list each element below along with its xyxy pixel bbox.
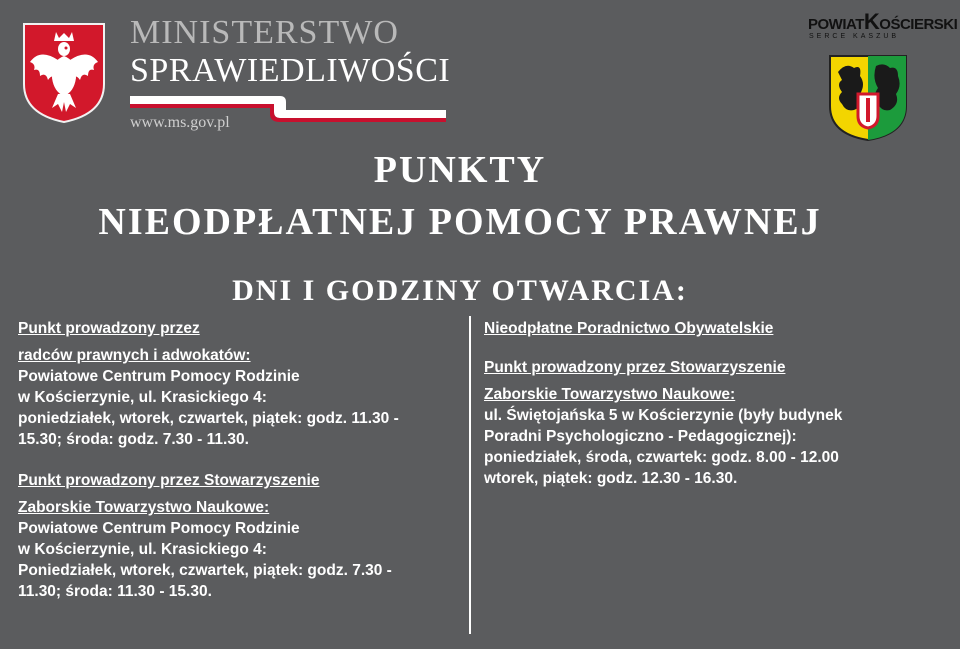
title-line2: NIEODPŁATNEJ POMOCY PRAWNEJ: [98, 201, 822, 243]
right-heading1: Punkt prowadzony przez Stowarzyszenie: [484, 359, 786, 376]
ministry-name-line2: SPRAWIEDLIWOŚCI: [130, 52, 451, 89]
right-body-line: Poradni Psychologiczno - Pedagogicznej):: [484, 428, 797, 445]
block2-heading2: Zaborskie Towarzystwo Naukowe:: [18, 499, 270, 516]
subtitle-opening-hours: DNI I GODZINY OTWARCIA:: [232, 274, 688, 307]
polish-emblem-logo: [22, 22, 106, 124]
powiat-name: POWIATKOŚCIERSKI: [808, 9, 958, 34]
powiat-logo: [808, 9, 958, 41]
block2-body-line: Poniedziałek, wtorek, czwartek, piątek: godz. 7.30 -: [18, 562, 392, 579]
column-divider: [469, 316, 471, 634]
title-line1: PUNKTY: [373, 149, 547, 191]
block2-heading1: Punkt prowadzony przez Stowarzyszenie: [18, 472, 320, 489]
right-body-line: poniedziałek, środa, czwartek: godz. 8.00 - 12.00: [484, 449, 839, 466]
right-column: [484, 318, 924, 489]
block1-heading2: radców prawnych i adwokatów:: [18, 347, 251, 364]
block1-body-line: w Kościerzynie, ul. Krasickiego 4:: [18, 389, 267, 406]
block1-body-line: Powiatowe Centrum Pomocy Rodzinie: [18, 368, 300, 385]
right-body-line: wtorek, piątek: godz. 12.30 - 16.30.: [484, 470, 738, 487]
block1-heading1: Punkt prowadzony przez: [18, 320, 200, 337]
block2-body-line: Powiatowe Centrum Pomocy Rodzinie: [18, 520, 300, 537]
block2-body-line: w Kościerzynie, ul. Krasickiego 4:: [18, 541, 267, 558]
block2-body-line: 11.30; środa: 11.30 - 15.30.: [18, 583, 212, 600]
ministry-url: www.ms.gov.pl: [130, 114, 230, 131]
powiat-tagline: SERCE KASZUB: [809, 33, 900, 40]
block1-body-line: poniedziałek, wtorek, czwartek, piątek: godz. 11.30 -: [18, 410, 399, 427]
left-column: [18, 318, 464, 602]
coat-of-arms-icon: [828, 54, 908, 142]
right-body-line: ul. Świętojańska 5 w Kościerzynie (były budynek: [484, 407, 843, 424]
right-heading2: Zaborskie Towarzystwo Naukowe:: [484, 386, 736, 403]
ministry-logo: [130, 14, 451, 131]
block1-body-line: 15.30; środa: godz. 7.30 - 11.30.: [18, 431, 249, 448]
right-heading0: Nieodpłatne Poradnictwo Obywatelskie: [484, 320, 774, 337]
ministry-name-line1: MINISTERSTWO: [130, 14, 399, 51]
